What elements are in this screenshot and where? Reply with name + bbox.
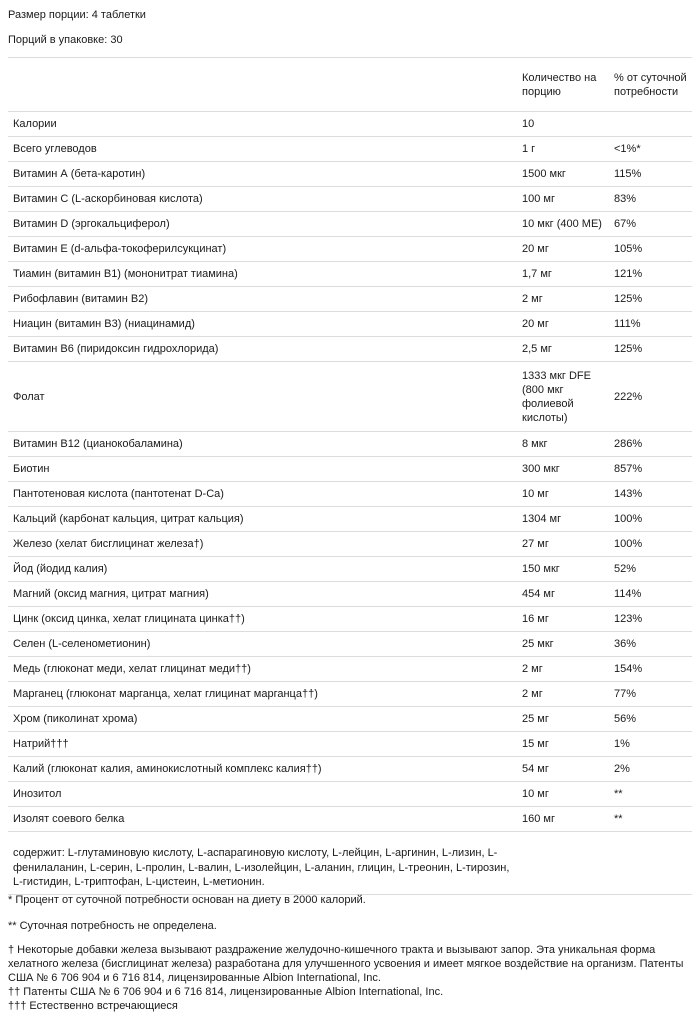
table-row [8,532,692,557]
nutrient-amount: 20 мг [517,312,609,337]
nutrient-name: Цинк (оксид цинка, хелат глицината цинка††) [8,607,517,632]
nutrient-daily-value: 52% [609,557,692,582]
nutrient-name: Фолат [8,362,517,432]
nutrient-name: Медь (глюконат меди, хелат глицинат меди††) [8,657,517,682]
nutrient-amount: 1333 мкг DFE (800 мкг фолиевой кислоты) [517,362,609,432]
nutrient-amount: 25 мг [517,707,609,732]
nutrient-amount: 10 мг [517,482,609,507]
nutrient-name: Изолят соевого белка [8,807,517,832]
nutrient-name: Витамин Е (d-альфа-токоферилсукцинат) [8,237,517,262]
composition-text: содержит: L-глутаминовую кислоту, L-аспарагиновую кислоту, L-лейцин, L-аргинин, L-лизин, L-фенилаланин, L-серин, L-пролин, L-валин, L-изолейцин, L-аланин, глицин, L-треонин, L-тирозин, L-гистидин, L-триптофан, L-цистеин, L-метионин. [13,847,510,888]
table-row [8,212,692,237]
table-row [8,432,692,457]
nutrient-name: Селен (L-селенометионин) [8,632,517,657]
nutrient-name: Витамин В12 (цианокобаламина) [8,432,517,457]
nutrient-amount: 10 мкг (400 МЕ) [517,212,609,237]
nutrient-daily-value: 2% [609,757,692,782]
nutrient-daily-value: 105% [609,237,692,262]
serving-size: Размер порции: 4 таблетки [8,9,146,21]
footnote-daggers [8,943,692,1013]
nutrient-amount: 10 мг [517,782,609,807]
nutrient-name: Витамин С (L-аскорбиновая кислота) [8,187,517,212]
header-daily-value: % от суточной потребности [609,58,692,112]
nutrient-daily-value: <1%* [609,137,692,162]
nutrient-amount: 25 мкг [517,632,609,657]
table-row [8,187,692,212]
nutrient-daily-value: ** [609,807,692,832]
nutrient-amount: 2 мг [517,287,609,312]
nutrient-amount: 150 мкг [517,557,609,582]
table-row [8,337,692,362]
table-row [8,732,692,757]
footnote-dagger-1: † Некоторые добавки железа вызывают раздражение желудочно-кишечного тракта и вызывают запор. Эта уникальная форма хелатного железа (бисглицинат железа) разработана для улучшенного усвоения и имеет мягкое воздействие на организм. Патенты США № 6 706 904 и 6 716 814, лицензированные Albion International, Inc. [8,944,684,984]
nutrient-daily-value [609,112,692,137]
nutrient-amount: 20 мг [517,237,609,262]
header-amount: Количество на порцию [517,58,609,112]
footnote-daily-value: * Процент от суточной потребности основан на диету в 2000 калорий. [8,894,366,906]
nutrient-amount: 16 мг [517,607,609,632]
nutrient-daily-value: 115% [609,162,692,187]
nutrient-daily-value: 286% [609,432,692,457]
table-row [8,262,692,287]
nutrient-amount: 1500 мкг [517,162,609,187]
table-row [8,362,692,432]
nutrient-name: Калий (глюконат калия, аминокислотный комплекс калия††) [8,757,517,782]
nutrient-daily-value: 1% [609,732,692,757]
nutrient-name: Калории [8,112,517,137]
table-row [8,757,692,782]
nutrient-name: Натрий††† [8,732,517,757]
table-body [8,112,692,832]
nutrient-name: Железо (хелат бисглицинат железа†) [8,532,517,557]
nutrient-daily-value: 125% [609,287,692,312]
nutrient-daily-value: 77% [609,682,692,707]
nutrient-amount: 54 мг [517,757,609,782]
table-row [8,807,692,832]
composition-row [8,832,692,895]
nutrient-name: Ниацин (витамин В3) (ниацинамид) [8,312,517,337]
nutrient-daily-value: 121% [609,262,692,287]
table-row [8,162,692,187]
nutrient-daily-value: 114% [609,582,692,607]
servings-per-container: Порций в упаковке: 30 [8,34,123,46]
table-row [8,682,692,707]
nutrient-name: Магний (оксид магния, цитрат магния) [8,582,517,607]
table-row [8,237,692,262]
nutrient-daily-value: 100% [609,532,692,557]
nutrient-amount: 100 мг [517,187,609,212]
nutrient-amount: 1,7 мг [517,262,609,287]
table-row [8,457,692,482]
nutrient-name: Витамин В6 (пиридоксин гидрохлорида) [8,337,517,362]
nutrient-name: Витамин А (бета-каротин) [8,162,517,187]
nutrient-daily-value: 56% [609,707,692,732]
nutrient-daily-value: ** [609,782,692,807]
table-row [8,607,692,632]
nutrient-amount: 2,5 мг [517,337,609,362]
table-row [8,782,692,807]
nutrient-name: Марганец (глюконат марганца, хелат глицинат марганца††) [8,682,517,707]
table-row [8,557,692,582]
table-row [8,137,692,162]
nutrient-daily-value: 222% [609,362,692,432]
nutrient-amount: 27 мг [517,532,609,557]
nutrient-name: Хром (пиколинат хрома) [8,707,517,732]
nutrient-amount: 160 мг [517,807,609,832]
nutrient-name: Витамин D (эргокальциферол) [8,212,517,237]
nutrient-amount: 1 г [517,137,609,162]
nutrient-name: Биотин [8,457,517,482]
table-row [8,482,692,507]
nutrient-amount: 300 мкг [517,457,609,482]
nutrient-amount: 15 мг [517,732,609,757]
header-name [8,58,517,112]
nutrient-daily-value: 154% [609,657,692,682]
table-header-row [8,58,692,112]
nutrient-daily-value: 125% [609,337,692,362]
nutrient-amount: 2 мг [517,657,609,682]
nutrient-amount: 10 [517,112,609,137]
nutrient-name: Кальций (карбонат кальция, цитрат кальция) [8,507,517,532]
nutrient-name: Пантотеновая кислота (пантотенат D-Ca) [8,482,517,507]
table-row [8,657,692,682]
table-row [8,632,692,657]
nutrient-name: Йод (йодид калия) [8,557,517,582]
nutrient-amount: 8 мкг [517,432,609,457]
footnote-dagger-3: ††† Естественно встречающиеся [8,1000,178,1012]
footnote-dagger-2: †† Патенты США № 6 706 904 и 6 716 814, лицензированные Albion International, Inc. [8,986,444,998]
nutrient-name: Инозитол [8,782,517,807]
supplement-facts-table [8,57,692,895]
nutrient-daily-value: 100% [609,507,692,532]
nutrient-name: Всего углеводов [8,137,517,162]
table-row [8,707,692,732]
nutrient-daily-value: 83% [609,187,692,212]
nutrient-daily-value: 857% [609,457,692,482]
nutrient-daily-value: 36% [609,632,692,657]
nutrient-name: Рибофлавин (витамин В2) [8,287,517,312]
table-row [8,112,692,137]
nutrient-daily-value: 111% [609,312,692,337]
table-row [8,287,692,312]
footnote-not-established: ** Суточная потребность не определена. [8,920,217,932]
nutrient-amount: 454 мг [517,582,609,607]
nutrient-daily-value: 67% [609,212,692,237]
nutrient-amount: 1304 мг [517,507,609,532]
nutrient-name: Тиамин (витамин В1) (мононитрат тиамина) [8,262,517,287]
table-row [8,582,692,607]
nutrient-amount: 2 мг [517,682,609,707]
nutrient-daily-value: 143% [609,482,692,507]
table-row [8,312,692,337]
nutrient-daily-value: 123% [609,607,692,632]
table-row [8,507,692,532]
